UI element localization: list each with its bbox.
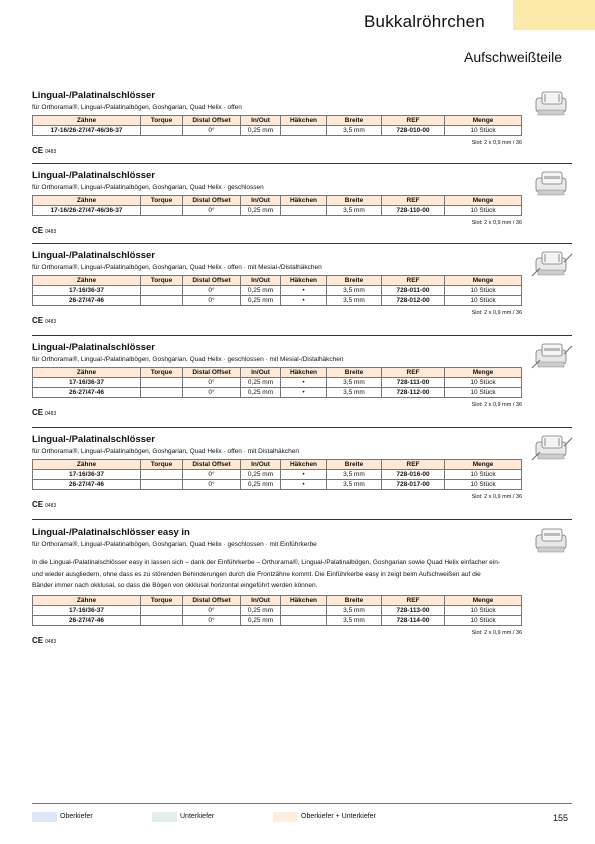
column-header: Häkchen — [281, 116, 327, 126]
table-cell: • — [281, 470, 327, 480]
slot-info: Slot: 2 x 0,9 mm / 36 — [471, 220, 522, 226]
slot-info: Slot: 2 x 0,9 mm / 36 — [471, 629, 522, 636]
table-cell: 728-114-00 — [382, 615, 445, 625]
product-table — [32, 459, 522, 490]
column-header: Häkchen — [281, 460, 327, 470]
section-subtitle: für Orthorama®, Lingual-/Palatinalbögen, Goshgarian, Quad Helix · geschlossen — [32, 184, 264, 191]
column-header: Distal Offset — [183, 196, 241, 206]
slot-info: Slot: 2 x 0,9 mm / 36 — [471, 310, 522, 316]
column-header: Torque — [141, 276, 183, 286]
table-cell: 10 Stück — [445, 388, 522, 398]
product-section — [32, 170, 572, 234]
table-cell: 728-012-00 — [382, 296, 445, 306]
section-title: Lingual-/Palatinalschlösser easy in — [32, 527, 190, 538]
section-subtitle: für Orthorama®, Lingual-/Palatinalbögen, Goshgarian, Quad Helix · geschlossen · mit Einführkerbe — [32, 541, 317, 548]
column-header: Häkchen — [281, 276, 327, 286]
column-header: Menge — [445, 368, 522, 378]
product-section — [32, 90, 572, 154]
column-header: REF — [382, 460, 445, 470]
table-cell: 0,25 mm — [241, 388, 281, 398]
table-cell: 0° — [183, 126, 241, 136]
column-header: Häkchen — [281, 196, 327, 206]
column-header: Torque — [141, 368, 183, 378]
table-cell: 17-16/26-27/47-46/36-37 — [33, 206, 141, 216]
ce-mark-icon: CE 0483 — [32, 226, 57, 235]
table-cell — [281, 206, 327, 216]
table-row — [33, 615, 522, 625]
table-cell: 26-27/47-46 — [33, 480, 141, 490]
table-cell — [141, 388, 183, 398]
product-section — [32, 527, 572, 644]
column-header: Menge — [445, 196, 522, 206]
table-header-row — [33, 276, 522, 286]
table-cell: • — [281, 378, 327, 388]
ce-mark-icon: CE 0483 — [32, 146, 57, 155]
table-cell: 0° — [183, 296, 241, 306]
table-cell: 728-110-00 — [382, 206, 445, 216]
table-cell: 26-27/47-46 — [33, 388, 141, 398]
section-subtitle: für Orthorama®, Lingual-/Palatinalbögen, Goshgarian, Quad Helix · offen · mit Distalhäkchen — [32, 448, 299, 455]
chapter-tab — [513, 0, 595, 30]
section-subtitle: für Orthorama®, Lingual-/Palatinalbögen, Goshgarian, Quad Helix · offen — [32, 104, 242, 111]
legend-label-oberkiefer: Oberkiefer — [60, 813, 93, 820]
table-cell — [141, 605, 183, 615]
table-row — [33, 126, 522, 136]
table-cell: 10 Stück — [445, 605, 522, 615]
table-row — [33, 480, 522, 490]
table-cell: 17-16/36-37 — [33, 605, 141, 615]
table-cell: 728-017-00 — [382, 480, 445, 490]
column-header: Zähne — [33, 116, 141, 126]
table-cell: 10 Stück — [445, 286, 522, 296]
table-cell: 728-111-00 — [382, 378, 445, 388]
column-header: REF — [382, 368, 445, 378]
column-header: Distal Offset — [183, 276, 241, 286]
column-header: Häkchen — [281, 368, 327, 378]
product-section — [32, 250, 572, 324]
table-cell: 0,25 mm — [241, 480, 281, 490]
legend-label-unterkiefer: Unterkiefer — [180, 813, 215, 820]
table-cell: 10 Stück — [445, 126, 522, 136]
column-header: In/Out — [241, 595, 281, 605]
slot-info: Slot: 2 x 0,9 mm / 36 — [471, 140, 522, 146]
column-header: Torque — [141, 595, 183, 605]
table-row — [33, 470, 522, 480]
section-subtitle: für Orthorama®, Lingual-/Palatinalbögen, Goshgarian, Quad Helix · geschlossen · mit Mesial-/Distalhäkchen — [32, 356, 344, 363]
column-header: Breite — [327, 595, 382, 605]
table-cell: 26-27/47-46 — [33, 615, 141, 625]
product-table — [32, 115, 522, 136]
section-description: In die Lingual-/Palatinalschlösser easy in lassen sich – dank der Einführkerbe – Orthorama®, Lingual-/Palatinalbögen, Goshgarian sowie Quad Helix einfacher ein- und wieder ausgliedern, ohne dass es zu störenden Behinderungen durch die Frontzähne kommt. Die Einführkerbe easy in zeigt beim Aufschweißen auf die Bänder immer nach okklusal, so dass die Bögen von okklusal horizontal eingeführt werden können. — [32, 559, 500, 589]
table-cell — [141, 470, 183, 480]
table-cell: 0,25 mm — [241, 470, 281, 480]
section-title: Lingual-/Palatinalschlösser — [32, 342, 156, 353]
column-header: Distal Offset — [183, 116, 241, 126]
table-cell: 10 Stück — [445, 296, 522, 306]
column-header: Menge — [445, 276, 522, 286]
table-cell: 0,25 mm — [241, 126, 281, 136]
column-header: In/Out — [241, 368, 281, 378]
column-header: In/Out — [241, 196, 281, 206]
table-cell: 0° — [183, 480, 241, 490]
table-row — [33, 605, 522, 615]
column-header: Breite — [327, 196, 382, 206]
table-header-row — [33, 460, 522, 470]
table-cell: 3,5 mm — [327, 470, 382, 480]
table-cell: 10 Stück — [445, 470, 522, 480]
table-cell: 0° — [183, 615, 241, 625]
table-cell: 3,5 mm — [327, 605, 382, 615]
bracket-product-image — [530, 248, 574, 282]
table-cell: 26-27/47-46 — [33, 296, 141, 306]
column-header: In/Out — [241, 460, 281, 470]
table-cell: • — [281, 286, 327, 296]
page-title: Bukkalröhrchen — [364, 12, 485, 31]
table-cell: 0,25 mm — [241, 615, 281, 625]
table-cell — [141, 206, 183, 216]
table-cell: 10 Stück — [445, 206, 522, 216]
ce-mark-icon: CE 0483 — [32, 316, 57, 325]
legend-swatch-beide — [273, 812, 298, 822]
table-cell: 728-113-00 — [382, 605, 445, 615]
table-cell: 10 Stück — [445, 480, 522, 490]
table-cell: 17-16/36-37 — [33, 378, 141, 388]
column-header: Torque — [141, 116, 183, 126]
bracket-product-image — [530, 525, 574, 559]
table-cell: • — [281, 296, 327, 306]
table-cell: 3,5 mm — [327, 296, 382, 306]
section-divider — [32, 427, 572, 428]
column-header: Breite — [327, 460, 382, 470]
bracket-product-image — [530, 432, 574, 466]
table-cell: 17-16/36-37 — [33, 286, 141, 296]
column-header: Breite — [327, 116, 382, 126]
column-header: Torque — [141, 460, 183, 470]
column-header: Torque — [141, 196, 183, 206]
ce-mark-icon: CE 0483 — [32, 635, 57, 645]
table-cell: 17-16/26-27/47-46/36-37 — [33, 126, 141, 136]
column-header: Menge — [445, 460, 522, 470]
table-cell: • — [281, 388, 327, 398]
section-title: Lingual-/Palatinalschlösser — [32, 250, 156, 261]
table-header-row — [33, 595, 522, 605]
table-cell: 728-011-00 — [382, 286, 445, 296]
bracket-product-image — [530, 168, 574, 202]
table-cell: 0,25 mm — [241, 605, 281, 615]
table-cell — [141, 480, 183, 490]
table-cell: 3,5 mm — [327, 615, 382, 625]
column-header: Häkchen — [281, 595, 327, 605]
table-header-row — [33, 368, 522, 378]
section-subtitle: für Orthorama®, Lingual-/Palatinalbögen, Goshgarian, Quad Helix · offen · mit Mesial-/Distalhäkchen — [32, 264, 322, 271]
column-header: Zähne — [33, 368, 141, 378]
product-section — [32, 434, 572, 508]
table-cell — [141, 296, 183, 306]
column-header: REF — [382, 196, 445, 206]
table-cell: 0,25 mm — [241, 206, 281, 216]
table-cell: 0° — [183, 470, 241, 480]
section-divider — [32, 335, 572, 336]
section-divider — [32, 243, 572, 244]
product-table — [32, 595, 522, 626]
slot-info: Slot: 2 x 0,9 mm / 36 — [471, 494, 522, 500]
table-row — [33, 388, 522, 398]
table-row — [33, 296, 522, 306]
section-title: Lingual-/Palatinalschlösser — [32, 90, 156, 101]
ce-mark-icon: CE 0483 — [32, 500, 57, 509]
product-section — [32, 342, 572, 416]
table-header-row — [33, 116, 522, 126]
table-row — [33, 378, 522, 388]
page-number: 155 — [553, 813, 569, 823]
table-cell — [141, 286, 183, 296]
table-cell: 3,5 mm — [327, 388, 382, 398]
table-cell: 728-112-00 — [382, 388, 445, 398]
table-cell — [141, 378, 183, 388]
section-title: Lingual-/Palatinalschlösser — [32, 170, 156, 181]
table-cell: 17-16/36-37 — [33, 470, 141, 480]
table-cell — [141, 126, 183, 136]
column-header: Distal Offset — [183, 460, 241, 470]
product-table — [32, 275, 522, 306]
table-cell: 0° — [183, 388, 241, 398]
table-cell: • — [281, 480, 327, 490]
table-row — [33, 286, 522, 296]
column-header: Zähne — [33, 276, 141, 286]
table-cell — [281, 126, 327, 136]
bracket-product-image — [530, 88, 574, 122]
legend-swatch-oberkiefer — [32, 812, 57, 822]
column-header: REF — [382, 595, 445, 605]
table-cell — [281, 615, 327, 625]
section-title: Lingual-/Palatinalschlösser — [32, 434, 156, 445]
table-cell: 0,25 mm — [241, 296, 281, 306]
column-header: Zähne — [33, 460, 141, 470]
legend-label-beide: Oberkiefer + Unterkiefer — [301, 813, 376, 820]
table-cell: 0,25 mm — [241, 378, 281, 388]
column-header: Zähne — [33, 595, 141, 605]
table-row — [33, 206, 522, 216]
product-table — [32, 367, 522, 398]
table-cell: 0,25 mm — [241, 286, 281, 296]
table-cell: 3,5 mm — [327, 126, 382, 136]
section-divider — [32, 519, 572, 520]
table-cell: 0° — [183, 378, 241, 388]
table-cell: 10 Stück — [445, 615, 522, 625]
column-header: Distal Offset — [183, 368, 241, 378]
column-header: Breite — [327, 276, 382, 286]
bracket-product-image — [530, 340, 574, 374]
column-header: In/Out — [241, 116, 281, 126]
table-cell: 3,5 mm — [327, 206, 382, 216]
legend-swatch-unterkiefer — [152, 812, 177, 822]
table-header-row — [33, 196, 522, 206]
table-cell — [141, 615, 183, 625]
column-header: Breite — [327, 368, 382, 378]
table-cell: 0° — [183, 206, 241, 216]
ce-mark-icon: CE 0483 — [32, 408, 57, 417]
column-header: REF — [382, 276, 445, 286]
product-table — [32, 195, 522, 216]
table-cell: 10 Stück — [445, 378, 522, 388]
table-cell: 728-010-00 — [382, 126, 445, 136]
section-divider — [32, 163, 572, 164]
table-cell: 728-016-00 — [382, 470, 445, 480]
table-cell: 0° — [183, 286, 241, 296]
column-header: In/Out — [241, 276, 281, 286]
column-header: Menge — [445, 595, 522, 605]
column-header: Distal Offset — [183, 595, 241, 605]
table-cell: 3,5 mm — [327, 378, 382, 388]
table-cell: 3,5 mm — [327, 480, 382, 490]
table-cell — [281, 605, 327, 615]
page-subtitle: Aufschweißteile — [464, 49, 563, 65]
column-header: REF — [382, 116, 445, 126]
table-cell: 3,5 mm — [327, 286, 382, 296]
column-header: Menge — [445, 116, 522, 126]
slot-info: Slot: 2 x 0,9 mm / 36 — [471, 402, 522, 408]
column-header: Zähne — [33, 196, 141, 206]
table-cell: 0° — [183, 605, 241, 615]
